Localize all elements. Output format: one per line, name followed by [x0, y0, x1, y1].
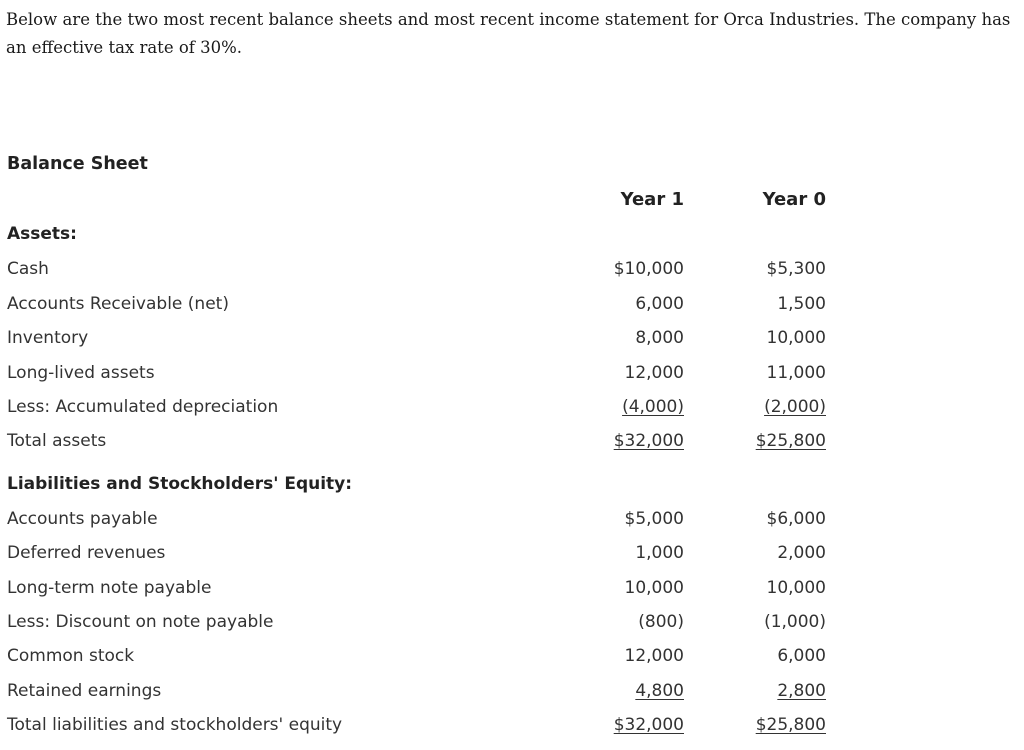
value-year1: 1,000 — [635, 543, 684, 563]
assets-heading: Assets: — [7, 224, 77, 244]
value-year1: $10,000 — [613, 259, 684, 279]
value-year0: (1,000) — [764, 612, 826, 632]
value-year0: 10,000 — [766, 328, 826, 348]
value-year0: 1,500 — [777, 294, 826, 314]
value-year0: 2,000 — [777, 543, 826, 563]
row-label: Deferred revenues — [7, 543, 166, 563]
row-label: Total liabilities and stockholders' equity — [7, 715, 343, 735]
row-label: Long-lived assets — [7, 363, 155, 383]
value-year1: $32,000 — [613, 715, 684, 735]
column-header-year1: Year 1 — [620, 189, 684, 210]
row-label: Less: Accumulated depreciation — [7, 397, 279, 417]
row-label: Common stock — [7, 646, 135, 666]
value-year0: 11,000 — [766, 363, 826, 383]
value-year1: 4,800 — [635, 681, 684, 701]
value-year1: (800) — [638, 612, 684, 632]
column-header-year0: Year 0 — [762, 189, 826, 210]
row-label: Inventory — [7, 328, 89, 348]
value-year1: 12,000 — [624, 363, 684, 383]
row-label: Retained earnings — [7, 681, 162, 701]
intro-paragraph: Below are the two most recent balance sheets and most recent income statement for Orca Industries. The company has an effective tax rate of 30%. — [6, 10, 1011, 57]
value-year0: $25,800 — [755, 431, 826, 451]
value-year1: $5,000 — [624, 509, 684, 529]
liabilities-heading: Liabilities and Stockholders' Equity: — [7, 474, 353, 494]
value-year0: $5,300 — [766, 259, 826, 279]
row-label: Cash — [7, 259, 49, 279]
row-label: Accounts payable — [7, 509, 158, 529]
row-label: Less: Discount on note payable — [7, 612, 274, 632]
value-year1: 6,000 — [635, 294, 684, 314]
row-label: Accounts Receivable (net) — [7, 294, 229, 314]
row-label: Long-term note payable — [7, 578, 212, 598]
value-year1: 12,000 — [624, 646, 684, 666]
value-year0: 2,800 — [777, 681, 826, 701]
value-year1: 10,000 — [624, 578, 684, 598]
value-year1: (4,000) — [622, 397, 684, 417]
value-year0: 6,000 — [777, 646, 826, 666]
value-year0: (2,000) — [764, 397, 826, 417]
value-year0: 10,000 — [766, 578, 826, 598]
value-year1: $32,000 — [613, 431, 684, 451]
row-label: Total assets — [7, 431, 107, 451]
balance-sheet-title: Balance Sheet — [7, 154, 148, 174]
value-year0: $6,000 — [766, 509, 826, 529]
value-year0: $25,800 — [755, 715, 826, 735]
value-year1: 8,000 — [635, 328, 684, 348]
